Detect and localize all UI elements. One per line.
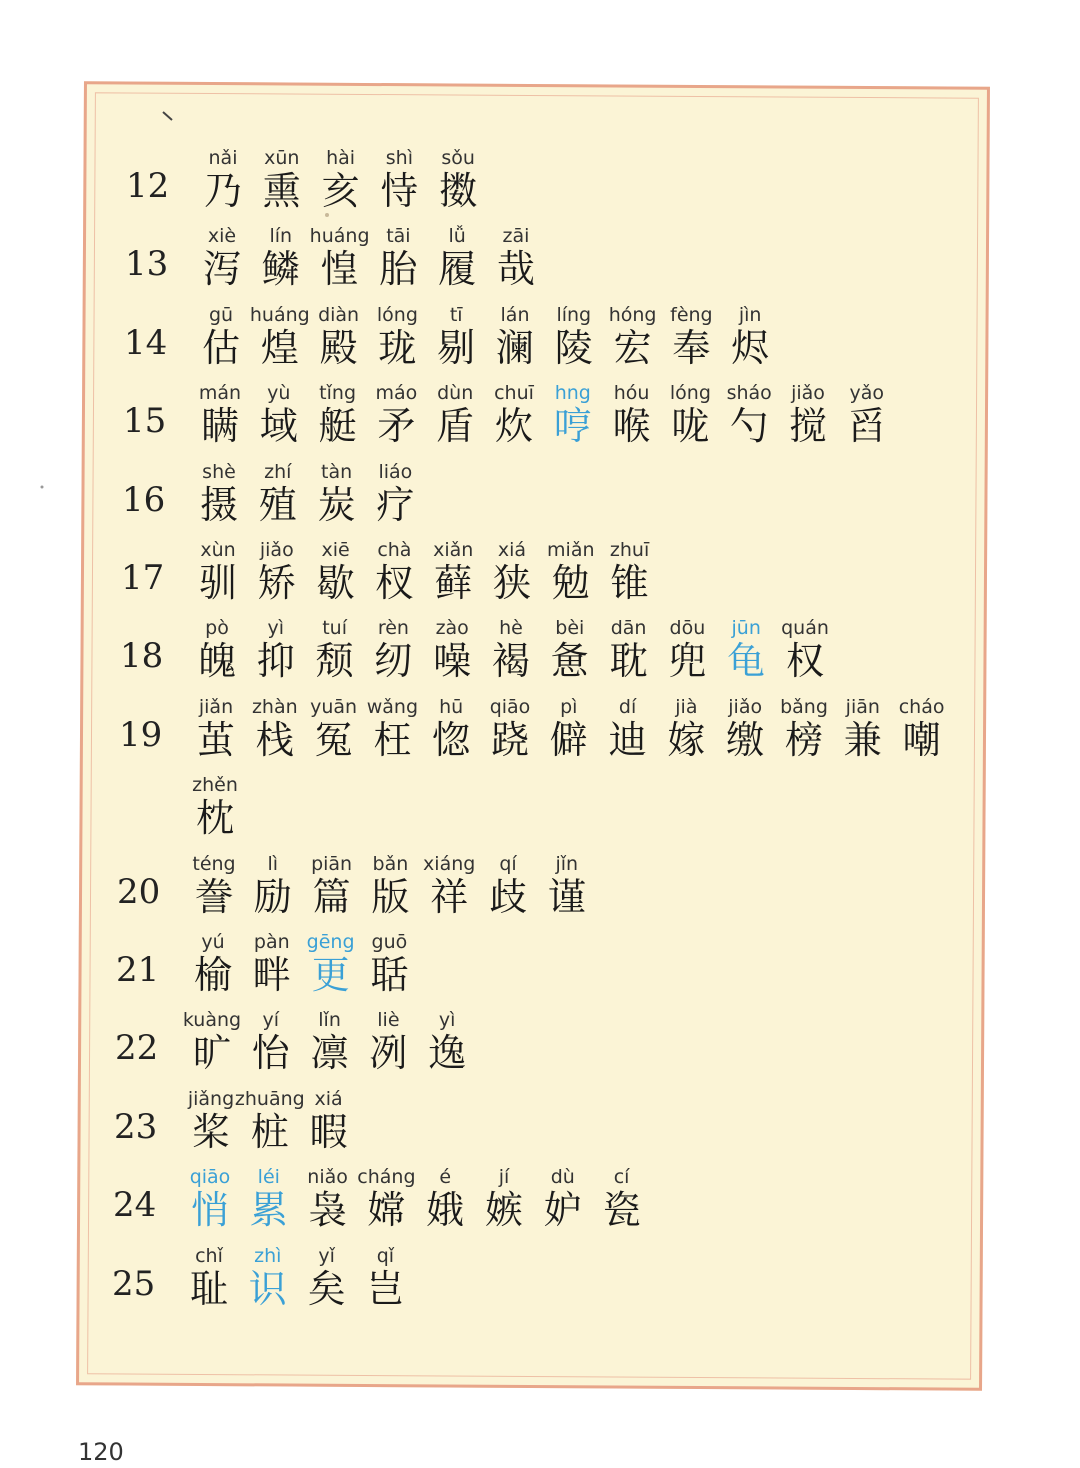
- pinyin: yǐ: [318, 1244, 335, 1267]
- pinyin: lán: [500, 303, 530, 326]
- hanzi: 抑: [256, 639, 295, 684]
- vocab-entry: [426, 146, 490, 218]
- pinyin: qiāo: [189, 1166, 231, 1189]
- hanzi: 兼: [843, 717, 882, 762]
- pinyin: chǐ: [195, 1244, 223, 1267]
- pinyin: zhàn: [251, 695, 298, 718]
- pinyin: lǐn: [318, 1009, 341, 1032]
- hanzi: 矫: [257, 561, 296, 605]
- pinyin: hóng: [608, 303, 657, 326]
- pinyin: miǎn: [547, 539, 595, 561]
- pinyin: qiāo: [489, 695, 531, 718]
- vocab-row: [0, 224, 1080, 296]
- pinyin: jǐn: [555, 852, 579, 875]
- vocab-row: [0, 460, 1080, 532]
- vocab-row: [0, 773, 1080, 845]
- vocab-entry: [590, 1165, 654, 1237]
- lesson-number: 21: [116, 950, 160, 990]
- pinyin: jiǎo: [259, 539, 294, 561]
- hanzi: 颓: [315, 639, 354, 684]
- pinyin: qí: [499, 852, 517, 875]
- hanzi: 榜: [784, 717, 823, 762]
- hanzi: 畔: [252, 953, 291, 997]
- hanzi: 泻: [202, 247, 241, 292]
- pinyin: cháo: [898, 695, 945, 718]
- pinyin: tāi: [386, 225, 411, 248]
- hanzi: 殖: [258, 482, 297, 527]
- pinyin: rèn: [377, 617, 409, 640]
- pinyin: hū: [439, 695, 464, 718]
- pinyin: liáo: [378, 460, 413, 483]
- vocab-row: [0, 616, 1080, 688]
- hanzi: 暇: [309, 1109, 348, 1154]
- hanzi: 僻: [549, 717, 588, 762]
- hanzi: 栈: [255, 717, 294, 762]
- pinyin: dùn: [437, 382, 474, 405]
- hanzi: 纫: [374, 639, 413, 684]
- hanzi: 陵: [554, 325, 593, 370]
- hanzi: 艇: [318, 404, 357, 449]
- hanzi: 褐: [491, 639, 530, 684]
- lesson-number: 23: [114, 1106, 158, 1147]
- hanzi: 嫦: [367, 1188, 406, 1233]
- vocab-row: [0, 1008, 1080, 1080]
- pinyin: chuī: [494, 382, 534, 405]
- pinyin: jūn: [731, 617, 761, 640]
- pinyin: lǚ: [448, 225, 466, 248]
- pinyin: zhuāng: [234, 1087, 305, 1110]
- pinyin: quán: [781, 617, 829, 640]
- pinyin: tī: [449, 303, 463, 326]
- pinyin: zào: [435, 617, 469, 640]
- hanzi: 更: [311, 953, 350, 997]
- pinyin: léi: [257, 1166, 280, 1189]
- hanzi: 锥: [610, 561, 649, 605]
- pinyin: yuān: [310, 695, 358, 718]
- vocab-entry: [183, 773, 247, 845]
- pinyin: dí: [618, 695, 637, 718]
- hanzi: 擞: [439, 169, 478, 213]
- hanzi: 殿: [319, 325, 358, 370]
- hanzi: 歇: [316, 561, 355, 605]
- pinyin: shè: [202, 460, 236, 483]
- hanzi: 哉: [496, 247, 535, 292]
- pinyin: xùn: [200, 539, 236, 561]
- pinyin: lóng: [669, 382, 711, 405]
- hanzi: 鳞: [261, 247, 300, 292]
- hanzi: 缴: [726, 717, 765, 762]
- lesson-number: 13: [125, 244, 169, 285]
- pinyin: zhěn: [192, 774, 238, 797]
- pinyin: jiǎng: [187, 1087, 235, 1110]
- hanzi: 魄: [197, 639, 236, 684]
- hanzi: 怡: [251, 1031, 290, 1076]
- hanzi: 权: [785, 639, 824, 684]
- hanzi: 烬: [731, 325, 770, 370]
- pinyin: fèng: [670, 303, 713, 326]
- pinyin: cháng: [357, 1166, 416, 1189]
- pinyin: qǐ: [376, 1244, 395, 1267]
- pinyin: téng: [192, 852, 236, 875]
- hanzi: 悄: [190, 1188, 229, 1233]
- hanzi: 娥: [426, 1188, 465, 1233]
- hanzi: 耻: [189, 1266, 228, 1311]
- pinyin: pàn: [253, 931, 290, 953]
- lesson-number: 14: [124, 322, 168, 363]
- hanzi: 谨: [547, 874, 586, 919]
- hanzi: 榆: [193, 953, 232, 997]
- hanzi: 跷: [490, 717, 529, 762]
- hanzi: 瓷: [602, 1188, 641, 1233]
- hanzi: 励: [253, 874, 292, 919]
- vocab-entry: [773, 616, 837, 688]
- lesson-number: 15: [123, 401, 167, 442]
- pinyin: yì: [438, 1009, 456, 1032]
- pinyin: lóng: [376, 303, 418, 326]
- hanzi: 驯: [198, 561, 237, 605]
- pinyin: cí: [613, 1166, 630, 1189]
- hanzi: 履: [438, 247, 477, 292]
- pinyin: zāi: [502, 225, 530, 248]
- pinyin: xiáng: [423, 852, 476, 875]
- vocab-row: [0, 538, 1080, 610]
- lesson-number: 25: [112, 1263, 156, 1304]
- hanzi: 噪: [433, 639, 472, 684]
- pinyin: kuàng: [182, 1009, 242, 1032]
- hanzi: 版: [371, 874, 410, 919]
- hanzi: 凛: [310, 1031, 349, 1076]
- hanzi: 矛: [377, 404, 416, 449]
- hanzi: 宏: [613, 325, 652, 370]
- page-number: 120: [78, 1438, 124, 1466]
- hanzi: 矣: [307, 1266, 346, 1311]
- pinyin: xiá: [497, 539, 527, 561]
- vocab-entry: [297, 1087, 361, 1159]
- pinyin: nǎi: [208, 147, 238, 169]
- hanzi: 盾: [436, 404, 475, 449]
- hanzi: 誊: [194, 874, 233, 919]
- vocab-row: [0, 695, 1080, 767]
- pinyin: zhì: [254, 1244, 282, 1267]
- pinyin: xiè: [207, 225, 237, 248]
- vocab-entry: [415, 1008, 479, 1080]
- pinyin: gū: [208, 303, 234, 326]
- pinyin: hài: [326, 147, 356, 169]
- vocab-row: [0, 146, 1080, 218]
- vocab-row: [0, 852, 1080, 924]
- hanzi: 惫: [550, 639, 589, 684]
- pinyin: lín: [269, 225, 293, 248]
- hanzi: 舀: [847, 404, 886, 449]
- hanzi: 喉: [612, 404, 651, 449]
- pinyin: liè: [377, 1009, 400, 1032]
- vocab-row: [0, 1244, 1080, 1316]
- hanzi: 迪: [608, 717, 647, 762]
- pinyin: tuí: [322, 617, 347, 640]
- hanzi: 勺: [730, 404, 769, 449]
- hanzi: 杈: [375, 561, 414, 605]
- hanzi: 摄: [199, 482, 238, 527]
- pinyin: jiǎn: [198, 695, 234, 718]
- hanzi: 炭: [317, 482, 356, 527]
- vocab-entry: [357, 930, 421, 1002]
- pinyin: yú: [201, 931, 225, 953]
- hanzi: 估: [201, 325, 240, 370]
- hanzi: 搅: [788, 404, 827, 449]
- vocab-entry: [718, 303, 782, 375]
- pinyin: bèi: [555, 617, 585, 640]
- hanzi: 枉: [373, 717, 412, 762]
- pinyin: máo: [375, 382, 418, 405]
- pinyin: sháo: [726, 382, 772, 405]
- hanzi: 嘲: [902, 717, 941, 762]
- vocab-row: [0, 303, 1080, 375]
- pinyin: dù: [550, 1166, 575, 1189]
- hanzi: 藓: [434, 561, 473, 605]
- vocab-row: [0, 1165, 1080, 1237]
- hanzi: 妒: [543, 1188, 582, 1233]
- pinyin: jià: [675, 695, 698, 718]
- pinyin: jiǎo: [728, 695, 763, 718]
- hanzi: 恃: [380, 169, 419, 213]
- hanzi: 亥: [321, 169, 360, 213]
- hanzi: 珑: [378, 325, 417, 370]
- hanzi: 枕: [195, 796, 234, 841]
- hanzi: 嫉: [484, 1188, 523, 1233]
- pinyin: bǎng: [780, 695, 828, 718]
- pinyin: mán: [198, 382, 242, 405]
- vocab-entry: [484, 224, 548, 296]
- pinyin: xiē: [321, 539, 350, 561]
- pinyin: bǎn: [372, 852, 409, 875]
- hanzi: 嫁: [667, 717, 706, 762]
- pinyin: huáng: [249, 303, 310, 326]
- pinyin: hng: [554, 382, 591, 405]
- pinyin: xiá: [314, 1087, 343, 1110]
- hanzi: 龟: [727, 639, 766, 684]
- pinyin: guō: [371, 931, 408, 953]
- hanzi: 耽: [609, 639, 648, 684]
- pinyin: pò: [205, 617, 229, 640]
- hanzi: 歧: [488, 874, 527, 919]
- hanzi: 祥: [430, 874, 469, 919]
- hanzi: 逸: [428, 1031, 467, 1076]
- lesson-number: 17: [121, 558, 165, 598]
- pinyin: zhuī: [609, 539, 650, 561]
- pinyin: wǎng: [366, 695, 419, 718]
- pinyin: chà: [377, 539, 412, 561]
- vocab-entry: [363, 460, 427, 532]
- lesson-number: 16: [122, 479, 166, 520]
- pinyin: tǐng: [319, 382, 357, 405]
- vocab-row: [0, 381, 1080, 453]
- pinyin: xiǎn: [433, 539, 474, 561]
- hanzi: 桩: [250, 1109, 289, 1154]
- hanzi: 乃: [203, 169, 242, 213]
- hanzi: 炊: [494, 404, 533, 449]
- pinyin: jìn: [738, 303, 762, 326]
- lesson-number: 18: [120, 636, 164, 677]
- lesson-number: 19: [119, 714, 163, 755]
- vocab-row: [0, 930, 1080, 1002]
- lesson-number: 24: [113, 1185, 157, 1226]
- hanzi: 勉: [551, 561, 590, 605]
- pinyin: tàn: [321, 460, 353, 483]
- vocab-entry: [535, 852, 599, 924]
- hanzi: 煌: [260, 325, 299, 370]
- vocab-entry: [598, 538, 662, 610]
- pinyin: dōu: [669, 617, 706, 640]
- pinyin: xūn: [264, 147, 300, 169]
- hanzi: 茧: [196, 717, 235, 762]
- lesson-number: 20: [117, 871, 161, 912]
- hanzi: 桨: [191, 1109, 230, 1154]
- pinyin: zhí: [264, 460, 292, 483]
- pinyin: yù: [267, 382, 291, 405]
- pinyin: gēng: [306, 931, 355, 953]
- hanzi: 奉: [672, 325, 711, 370]
- hanzi: 剔: [437, 325, 476, 370]
- hanzi: 咙: [671, 404, 710, 449]
- pinyin: líng: [556, 303, 592, 326]
- pinyin: jiǎo: [791, 382, 825, 405]
- hanzi: 冤: [314, 717, 353, 762]
- pinyin: huáng: [309, 225, 370, 248]
- pinyin: yǎo: [849, 382, 885, 405]
- hanzi: 狭: [492, 561, 531, 605]
- pinyin: jí: [498, 1166, 510, 1189]
- hanzi: 惶: [320, 247, 359, 292]
- pinyin: hè: [499, 617, 523, 640]
- hanzi: 岂: [366, 1266, 405, 1311]
- hanzi: 域: [259, 404, 298, 449]
- hanzi: 识: [248, 1266, 287, 1311]
- hanzi: 哼: [553, 404, 592, 449]
- pinyin: yí: [262, 1009, 280, 1032]
- pinyin: lì: [267, 852, 279, 875]
- pinyin: piān: [311, 852, 353, 875]
- pinyin: niǎo: [307, 1166, 348, 1189]
- hanzi: 疗: [376, 482, 415, 527]
- pinyin: dān: [610, 617, 647, 640]
- vocab-entry: [353, 1244, 417, 1316]
- hanzi: 惚: [432, 717, 471, 762]
- vocab-entry: [835, 381, 899, 453]
- lesson-number: 12: [126, 166, 170, 206]
- hanzi: 袅: [308, 1188, 347, 1233]
- pinyin: é: [439, 1166, 452, 1189]
- hanzi: 累: [249, 1188, 288, 1233]
- hanzi: 兜: [668, 639, 707, 684]
- hanzi: 熏: [262, 169, 301, 213]
- hanzi: 旷: [192, 1031, 231, 1076]
- hanzi: 篇: [312, 874, 351, 919]
- vocab-entry: [890, 695, 954, 767]
- pinyin: shì: [385, 147, 413, 169]
- lesson-number: 22: [115, 1028, 159, 1069]
- hanzi: 冽: [369, 1031, 408, 1076]
- hanzi: 聒: [370, 953, 409, 997]
- pinyin: jiān: [845, 695, 880, 718]
- pinyin: sǒu: [441, 147, 475, 169]
- pinyin: hóu: [613, 382, 650, 405]
- vocab-row: [0, 1087, 1080, 1159]
- hanzi: 胎: [379, 247, 418, 292]
- pinyin: yì: [267, 617, 285, 640]
- pinyin: diàn: [318, 303, 360, 326]
- hanzi: 澜: [495, 325, 534, 370]
- pinyin: pì: [560, 695, 578, 718]
- hanzi: 瞒: [200, 404, 239, 449]
